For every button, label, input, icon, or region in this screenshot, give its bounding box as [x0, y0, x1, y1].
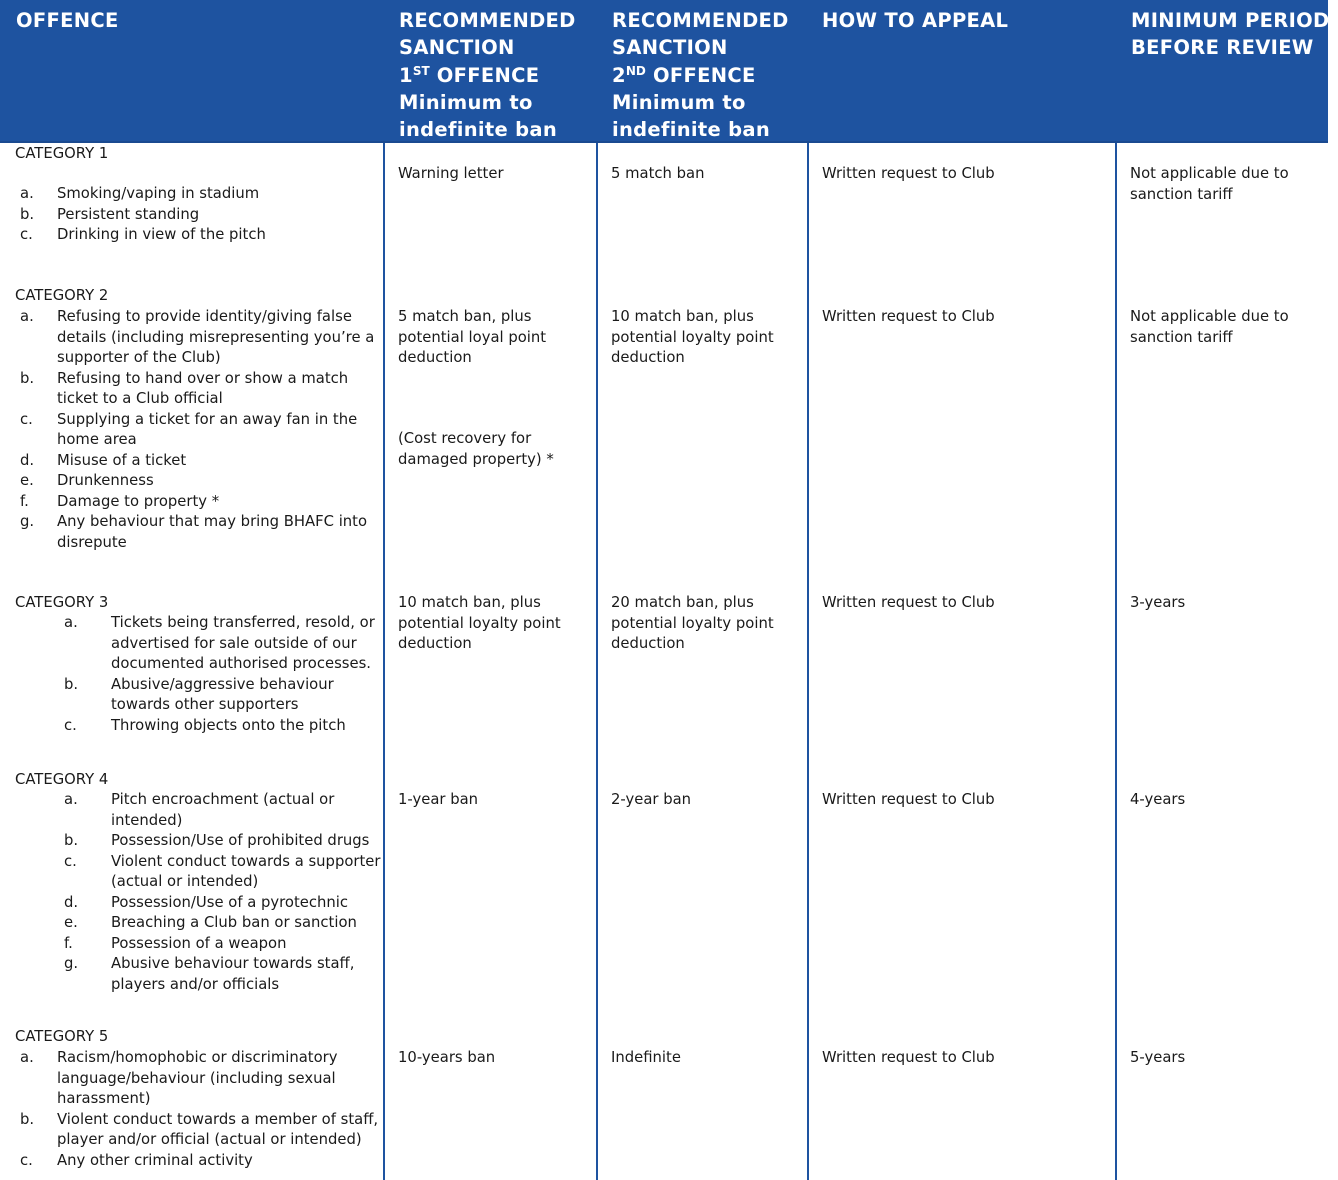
offence-text-line: ticket to a Club official	[57, 390, 223, 407]
second-offence-sanction-line: 20 match ban, plus	[611, 594, 754, 611]
offence-text-line: supporter of the Club)	[57, 349, 221, 366]
appeal-method	[822, 593, 995, 614]
appeal-method	[822, 164, 995, 185]
review-period	[1130, 164, 1289, 205]
header-first-rest: OFFENCE	[429, 63, 540, 87]
offence-letter: g.	[64, 955, 79, 972]
offence-text	[57, 369, 348, 410]
offence-text-line: Misuse of a ticket	[57, 451, 187, 469]
offence-text-line: Persistent standing	[57, 205, 200, 223]
offence-text	[57, 451, 186, 472]
first-offence-extra-note-line: (Cost recovery for	[398, 430, 532, 447]
offence-text-line: towards other supporters	[111, 696, 299, 713]
header-second-line4: Minimum to	[612, 90, 746, 114]
offence-letter: b.	[20, 369, 35, 387]
header-first-num: 1	[399, 63, 413, 87]
header-first-sup: ST	[412, 63, 430, 78]
offence-text	[57, 512, 367, 553]
review-period-line: 4-years	[1130, 791, 1186, 808]
header-second-line2: SANCTION	[612, 36, 728, 60]
second-offence-sanction-line: deduction	[611, 635, 685, 652]
appeal-method-line: Written request to Club	[822, 1049, 995, 1066]
offence-text-line: documented authorised processes.	[111, 655, 372, 672]
first-offence-extra-note-line: damaged property) *	[398, 450, 554, 468]
header-review	[1131, 7, 1330, 62]
second-offence-sanction-line: 2-year ban	[611, 791, 692, 808]
offence-letter: c.	[20, 226, 33, 243]
column-divider-2	[596, 143, 598, 1180]
offence-text-line: (actual or intended)	[111, 873, 259, 890]
header-second-rest: OFFENCE	[645, 63, 756, 87]
offence-text-line: Drinking in view of the pitch	[57, 226, 266, 243]
offence-text	[57, 205, 199, 226]
first-offence-sanction-line: potential loyal point	[398, 328, 547, 346]
appeal-method-line: Written request to Club	[822, 165, 995, 182]
category-label: CATEGORY 2	[15, 287, 109, 304]
review-period-line: 3-years	[1130, 594, 1186, 611]
offence-text	[111, 831, 369, 852]
appeal-method-line: Written request to Club	[822, 791, 995, 808]
offence-text-line: players and/or officials	[111, 975, 280, 993]
first-offence-sanction-line: deduction	[398, 635, 472, 652]
column-divider-3	[807, 143, 809, 1180]
appeal-method-line: Written request to Club	[822, 308, 995, 325]
offence-text	[111, 716, 346, 737]
first-offence-extra-note	[398, 429, 554, 470]
offence-text	[111, 790, 334, 831]
offence-text-line: disrepute	[57, 533, 127, 551]
header-appeal-label: HOW TO APPEAL	[822, 9, 1009, 32]
first-offence-sanction	[398, 593, 561, 655]
offence-letter: e.	[20, 472, 34, 489]
first-offence-sanction-line: deduction	[398, 349, 472, 366]
second-offence-sanction	[611, 790, 691, 811]
second-offence-sanction	[611, 164, 704, 185]
offence-text-line: language/behaviour (including sexual	[57, 1069, 336, 1087]
offence-letter: a.	[20, 1049, 34, 1066]
offence-text-line: Violent conduct towards a member of staff,	[57, 1110, 379, 1128]
offence-text-line: Supplying a ticket for an away fan in the	[57, 410, 358, 428]
header-first-line4: Minimum to	[399, 90, 533, 114]
offence-text	[111, 954, 354, 995]
first-offence-sanction-line: Warning letter	[398, 165, 504, 182]
offence-letter: f.	[20, 492, 29, 510]
offence-letter: b.	[20, 205, 35, 223]
offence-text	[57, 1151, 253, 1172]
header-first-line2: SANCTION	[399, 36, 515, 60]
first-offence-sanction-line: 10 match ban, plus	[398, 594, 541, 611]
offence-letter: b.	[20, 1110, 35, 1128]
offence-text-line: intended)	[111, 811, 183, 829]
offence-text	[57, 492, 219, 513]
offence-letter: a.	[64, 791, 78, 808]
first-offence-sanction-line: 10-years ban	[398, 1049, 496, 1066]
second-offence-sanction	[611, 593, 774, 655]
header-second-offence	[612, 7, 789, 143]
offence-text	[57, 1110, 378, 1151]
second-offence-sanction-line: 5 match ban	[611, 165, 705, 182]
offence-text-line: Refusing to hand over or show a match	[57, 369, 349, 387]
offence-text-line: Abusive/aggressive behaviour	[111, 675, 334, 693]
offence-text-line: Possession/Use of a pyrotechnic	[111, 893, 349, 911]
review-period	[1130, 307, 1289, 348]
offence-letter: c.	[64, 716, 77, 734]
offence-text-line: Violent conduct towards a supporter	[111, 852, 381, 870]
offence-text-line: Throwing objects onto the pitch	[111, 716, 346, 734]
review-period	[1130, 593, 1185, 614]
offence-text	[57, 225, 266, 246]
offence-text-line: Abusive behaviour towards staff,	[111, 955, 355, 972]
offence-text	[111, 893, 348, 914]
category-label: CATEGORY 3	[15, 594, 109, 611]
offence-text-line: Any behaviour that may bring BHAFC into	[57, 513, 368, 530]
review-period-line: 5-years	[1130, 1049, 1186, 1066]
offence-text-line: Pitch encroachment (actual or	[111, 791, 335, 808]
table-header	[0, 0, 1328, 143]
offence-letter: f.	[64, 934, 73, 952]
review-period-line: Not applicable due to	[1130, 308, 1289, 325]
second-offence-sanction-line: Indefinite	[611, 1049, 681, 1066]
appeal-method-line: Written request to Club	[822, 594, 995, 611]
header-second-line1: RECOMMENDED	[612, 9, 789, 32]
offence-letter: d.	[64, 893, 79, 911]
second-offence-sanction	[611, 307, 774, 369]
offence-text-line: player and/or official (actual or intended)	[57, 1131, 362, 1148]
offence-text-line: advertised for sale outside of our	[111, 634, 357, 652]
header-offence	[16, 7, 119, 34]
first-offence-sanction	[398, 307, 546, 369]
offence-letter: a.	[64, 614, 78, 631]
offence-text-line: Racism/homophobic or discriminatory	[57, 1049, 338, 1066]
offence-text-line: Possession/Use of prohibited drugs	[111, 832, 370, 849]
first-offence-sanction-line: 1-year ban	[398, 791, 479, 808]
offence-text-line: details (including misrepresenting you’re a	[57, 328, 375, 346]
header-second-num: 2	[612, 63, 626, 87]
header-second-line5: indefinite ban	[612, 118, 771, 142]
offence-letter: a.	[20, 308, 34, 325]
offence-letter: c.	[20, 1151, 33, 1169]
offence-text	[111, 852, 380, 893]
header-first-line3	[399, 62, 576, 89]
offence-text	[111, 675, 334, 716]
category-label: CATEGORY 4	[15, 771, 109, 788]
first-offence-sanction-line: potential loyalty point	[398, 614, 561, 632]
column-divider-1	[383, 143, 385, 1180]
header-appeal	[822, 7, 1008, 34]
offence-letter: c.	[64, 852, 77, 870]
appeal-method	[822, 1048, 995, 1069]
first-offence-sanction	[398, 790, 478, 811]
offence-letter: b.	[64, 832, 79, 849]
review-period-line: Not applicable due to	[1130, 165, 1289, 182]
offence-text-line: Possession of a weapon	[111, 934, 287, 952]
offence-text	[57, 410, 357, 451]
offence-text-line: Any other criminal activity	[57, 1151, 253, 1169]
offence-letter: a.	[20, 185, 34, 202]
header-offence-label: OFFENCE	[16, 9, 119, 32]
offence-letter: g.	[20, 513, 35, 530]
review-period-line: sanction tariff	[1130, 185, 1233, 203]
offence-text	[111, 613, 375, 675]
offence-letter: e.	[64, 914, 78, 931]
offence-letter: b.	[64, 675, 79, 693]
second-offence-sanction-line: deduction	[611, 349, 685, 366]
category-label: CATEGORY 5	[15, 1028, 109, 1045]
offence-text-line: Drunkenness	[57, 472, 154, 489]
offence-text-line: Breaching a Club ban or sanction	[111, 914, 357, 931]
header-review-line2: BEFORE REVIEW	[1131, 36, 1314, 60]
offence-text-line: home area	[57, 431, 137, 448]
offence-text-line: Smoking/vaping in stadium	[57, 185, 260, 202]
offence-text-line: Tickets being transferred, resold, or	[111, 614, 375, 631]
first-offence-sanction-line: 5 match ban, plus	[398, 308, 532, 325]
review-period	[1130, 1048, 1185, 1069]
offence-text-line: Damage to property *	[57, 492, 220, 510]
offence-text	[111, 913, 357, 934]
header-first-offence	[399, 7, 576, 143]
offence-text	[57, 184, 259, 205]
header-second-line3	[612, 62, 789, 89]
review-period-line: sanction tariff	[1130, 328, 1233, 346]
offence-text-line: Refusing to provide identity/giving false	[57, 308, 352, 325]
second-offence-sanction-line: potential loyalty point	[611, 328, 774, 346]
appeal-method	[822, 790, 995, 811]
first-offence-sanction	[398, 1048, 495, 1069]
offence-text	[57, 1048, 338, 1110]
column-divider-4	[1115, 143, 1117, 1180]
second-offence-sanction	[611, 1048, 681, 1069]
category-label: CATEGORY 1	[15, 145, 109, 162]
appeal-method	[822, 307, 995, 328]
header-first-line1: RECOMMENDED	[399, 9, 576, 32]
offence-letter: c.	[20, 410, 33, 428]
offence-text-line: harassment)	[57, 1090, 151, 1107]
offence-text	[57, 307, 374, 369]
review-period	[1130, 790, 1185, 811]
header-second-sup: ND	[625, 63, 646, 78]
first-offence-sanction	[398, 164, 504, 185]
header-review-line1: MINIMUM PERIOD	[1131, 9, 1330, 32]
offence-text	[57, 471, 154, 492]
second-offence-sanction-line: 10 match ban, plus	[611, 308, 754, 325]
offence-text	[111, 934, 286, 955]
header-first-line5: indefinite ban	[399, 118, 558, 142]
offence-letter: d.	[20, 451, 35, 469]
second-offence-sanction-line: potential loyalty point	[611, 614, 774, 632]
